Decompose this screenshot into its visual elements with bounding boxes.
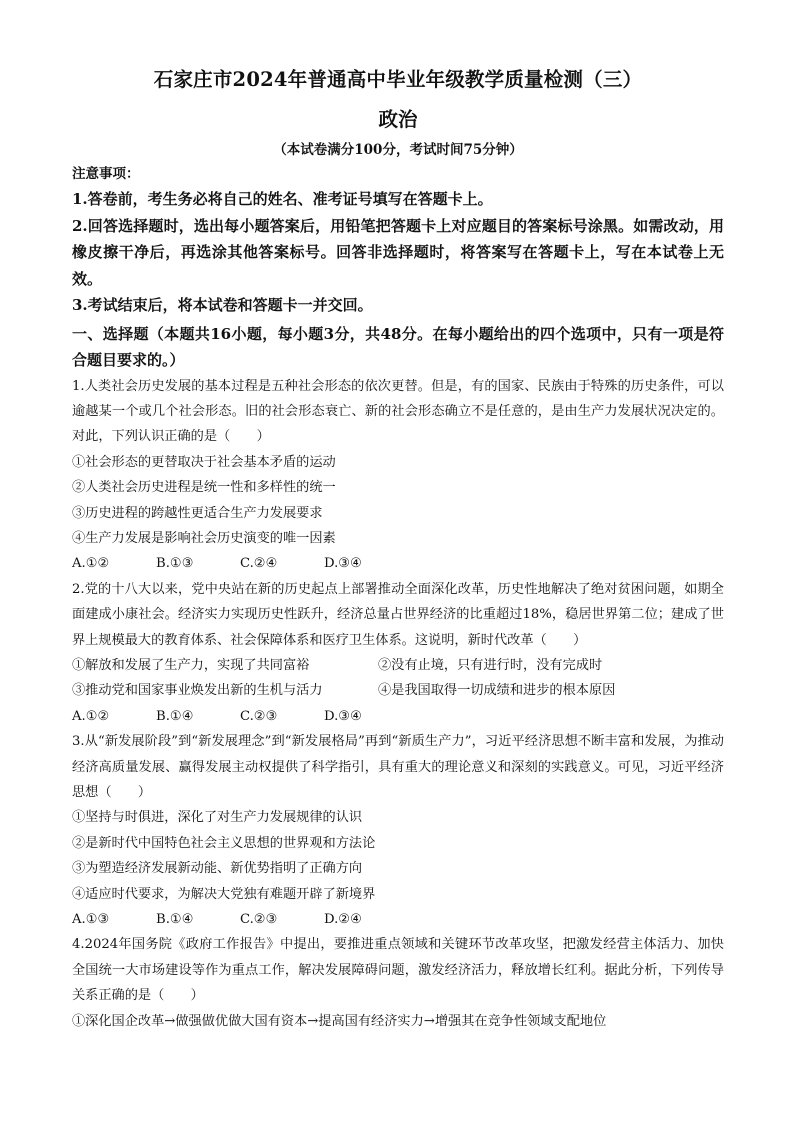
question-2-option-2: ②没有止境，只有进行时，没有完成时 [378, 657, 603, 673]
question-1-choice-d: D.③④ [324, 556, 362, 572]
notice-heading: 注意事项： [72, 166, 140, 182]
question-3-choice-a: A.①③ [72, 912, 110, 928]
section-heading: 一、选择题（本题共16小题，每小题3分，共48分。在每小题给出的四个选项中，只有一项是符合题目要求的。） [72, 324, 724, 369]
question-2-choices [72, 704, 724, 729]
notice-item-3: 3.考试结束后，将本试卷和答题卡一并交回。 [72, 296, 373, 314]
question-3-choices [72, 907, 724, 932]
question-2-choice-d: D.③④ [324, 708, 362, 724]
question-1-choice-b: B.①③ [156, 556, 194, 572]
notice-item-1: 1.答卷前，考生务必将自己的姓名、准考证号填写在答题卡上。 [72, 190, 493, 208]
question-1-stem: 1.人类社会历史发展的基本过程是五种社会形态的依次更替。但是，有的国家、民族由于特殊的历史条件，可以逾越某一个或几个社会形态。旧的社会形态衰亡、新的社会形态确立不是任意的，是由生产力发展状况决定的。对此，下列认识正确的是（ ） [72, 378, 724, 445]
question-2-choice-c: C.②③ [240, 708, 278, 724]
question-4-option-1: ①深化国企改革→做强做优做大国有资本→提高国有经济实力→增强其在竞争性领域支配地位 [72, 1013, 607, 1029]
question-1-option-4: ④生产力发展是影响社会历史演变的唯一因素 [72, 530, 336, 546]
question-3-choice-d: D.②④ [324, 912, 362, 928]
question-3-choice-b: B.①④ [156, 912, 194, 928]
exam-title: 石家庄市2024年普通高中毕业年级教学质量检测（三） [153, 68, 643, 91]
question-1-choice-a: A.①② [72, 556, 110, 572]
question-1-option-1: ①社会形态的更替取决于社会基本矛盾的运动 [72, 454, 336, 470]
question-3-option-4: ④适应时代要求，为解决大党独有难题开辟了新境界 [72, 886, 376, 902]
question-2-choice-b: B.①④ [156, 708, 194, 724]
question-1-choice-c: C.②④ [240, 556, 278, 572]
question-1-option-2: ②人类社会历史进程是统一性和多样性的统一 [72, 480, 336, 496]
question-4-stem: 4.2024年国务院《政府工作报告》中提出，要推进重点领域和关键环节改革攻坚，把激发经营主体活力、加快全国统一大市场建设等作为重点工作，解决发展障碍问题，激发经济活力，释放增长红利。据此分析，下列传导关系正确的是（ ） [72, 937, 724, 1004]
question-2-stem: 2.党的十八大以来，党中央站在新的历史起点上部署推动全面深化改革，历史性地解决了绝对贫困问题，如期全面建成小康社会。经济实力实现历史性跃升，经济总量占世界经济的比重超过18%，稳居世界第二位；建成了世界上规模最大的教育体系、社会保障体系和医疗卫生体系。这说明，新时代改革（ ） [72, 581, 724, 648]
exam-subject: 政治 [378, 108, 418, 131]
question-3-option-3: ③为塑造经济发展新动能、新优势指明了正确方向 [72, 861, 363, 877]
question-1-option-3: ③历史进程的跨越性更适合生产力发展要求 [72, 505, 323, 521]
notice-item-2: 2.回答选择题时，选出每小题答案后，用铅笔把答题卡上对应题目的答案标号涂黑。如需改动，用橡皮擦干净后，再选涂其他答案标号。回答非选择题时，将答案写在答题卡上，写在本试卷上无效。 [72, 216, 724, 288]
question-1-choices [72, 551, 724, 576]
question-2-choice-a: A.①② [72, 708, 110, 724]
exam-page [72, 66, 724, 1034]
question-3-stem: 3.从“新发展阶段”到“新发展理念”到“新发展格局”再到“新质生产力”，习近平经济思想不断丰富和发展，为推动经济高质量发展、赢得发展主动权提供了科学指引，具有重大的理论意义和深刻的实践意义。可见，习近平经济思想（ ） [72, 734, 724, 800]
question-2-options-row-1 [72, 653, 724, 678]
question-2-options-row-2 [72, 678, 724, 703]
exam-info: （本试卷满分100分，考试时间75分钟） [273, 142, 523, 158]
question-2-option-4: ④是我国取得一切成绩和进步的根本原因 [378, 683, 616, 699]
question-3-option-1: ①坚持与时俱进，深化了对生产力发展规律的认识 [72, 810, 363, 826]
question-3-option-2: ②是新时代中国特色社会主义思想的世界观和方法论 [72, 835, 376, 851]
question-3-choice-c: C.②③ [240, 912, 278, 928]
question-2-option-3: ③推动党和国家事业焕发出新的生机与活力 [72, 683, 323, 699]
question-2-option-1: ①解放和发展了生产力，实现了共同富裕 [72, 657, 310, 673]
